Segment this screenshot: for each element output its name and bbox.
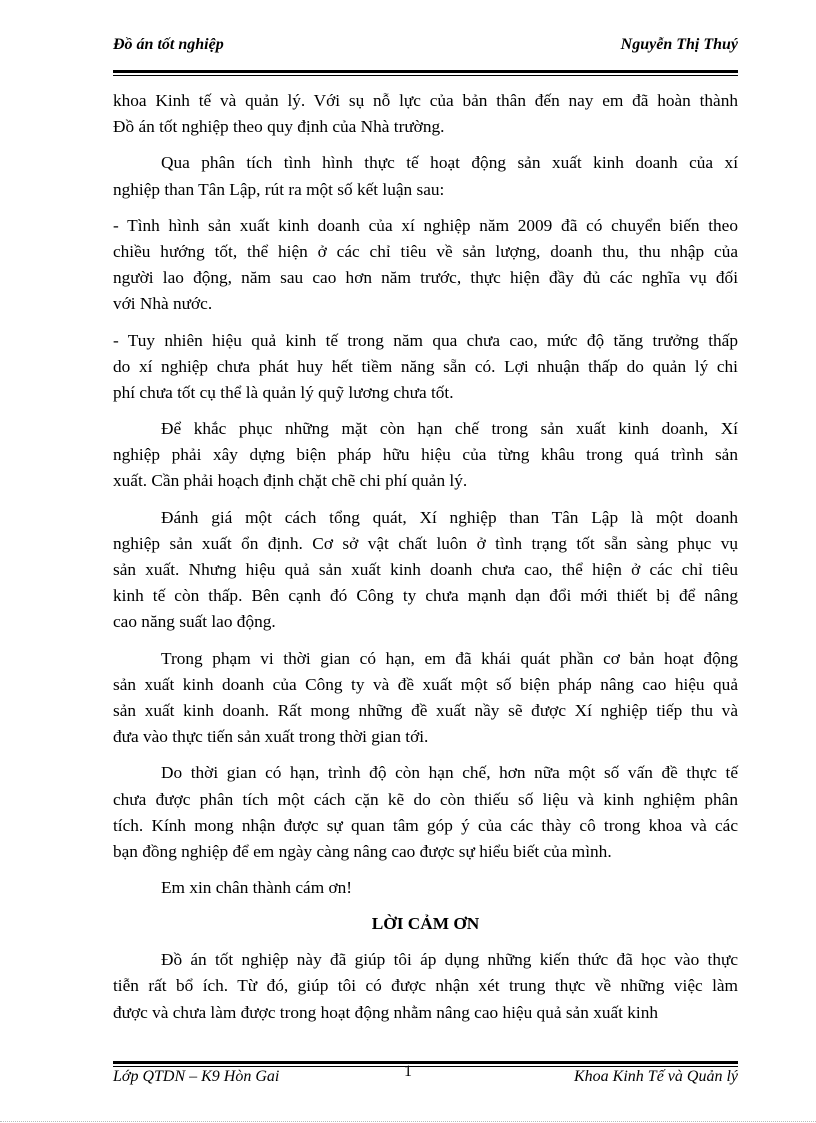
footer-right: Khoa Kinh Tế và Quản lý xyxy=(574,1068,738,1085)
text-line: Do thời gian có hạn, trình độ còn hạn chế, hơn nữa một số vấn đề thực tế xyxy=(161,763,738,783)
paragraph xyxy=(113,328,738,407)
page-header xyxy=(113,36,738,54)
paragraph xyxy=(113,947,738,1026)
text-line: xuất. Cần phải hoạch định chặt chẽ chi phí quản lý. xyxy=(113,471,468,491)
footer-left: Lớp QTDN – K9 Hòn Gai xyxy=(113,1068,280,1085)
text-line: người lao động, năm sau cao hơn năm trước, thực hiện đầy đủ các nghĩa vụ đối xyxy=(113,268,738,288)
text-line: bạn đồng nghiệp để em ngày càng nâng cao được sự hiểu biết của mình. xyxy=(113,841,612,861)
text-line: Em xin chân thành cám ơn! xyxy=(161,878,353,898)
text-line: đưa vào thực tiến sản xuất trong thời gian tới. xyxy=(113,727,429,747)
page-footer xyxy=(113,1068,738,1086)
text-line: nghiệp phải xây dựng biện pháp hữu hiệu của từng khâu trong quá trình sản xyxy=(113,445,738,465)
text-line: - Tình hình sản xuất kinh doanh của xí nghiệp năm 2009 đã có chuyển biến theo xyxy=(113,215,738,235)
text-line: nghiệp sản xuất ổn định. Cơ sở vật chất luôn ở tình trạng tốt sẵn sàng phục vụ xyxy=(113,533,738,553)
text-line: sản xuất kinh doanh. Rất mong những đề xuất nầy sẽ được Xí nghiệp tiếp thu và xyxy=(113,700,738,720)
text-line: được và chưa làm được trong hoạt động nhằm nâng cao hiệu quả sản xuất kinh xyxy=(113,1002,658,1022)
text-line: khoa Kinh tế và quản lý. Với sụ nỗ lực của bản thân đến nay em đã hoàn thành xyxy=(113,91,738,110)
text-line: sản xuất. Nhưng hiệu quả sản xuất kinh doanh chưa cao, thể hiện ở các chỉ tiêu xyxy=(113,560,738,579)
paragraph xyxy=(113,213,738,318)
paragraph xyxy=(113,646,738,751)
text-line: - Tuy nhiên hiệu quả kinh tế trong năm qua chưa cao, mức độ tăng trưởng thấp xyxy=(113,330,738,350)
text-line: Trong phạm vi thời gian có hạn, em đã khái quát phần cơ bản hoạt động xyxy=(161,648,738,668)
paragraph xyxy=(113,88,738,140)
text-line: tiễn rất bổ ích. Từ đó, giúp tôi có được nhận xét trung thực về những việc làm xyxy=(113,976,738,996)
text-line: với Nhà nước. xyxy=(113,294,213,314)
paragraph xyxy=(113,760,738,865)
text-line: chưa được phân tích một cách cặn kẽ do còn thiếu số liệu và kinh nghiệm phân xyxy=(113,789,738,809)
text-line: Đánh giá một cách tổng quát, Xí nghiệp than Tân Lập là một doanh xyxy=(161,507,738,527)
page-edge-divider xyxy=(0,1121,816,1122)
header-right: Nguyễn Thị Thuý xyxy=(620,36,738,53)
text-line: sản xuất kinh doanh của Công ty và đề xuất một số biện pháp nâng cao hiệu quả xyxy=(113,674,738,694)
text-line: do xí nghiệp chưa phát huy hết tiềm năng sẵn có. Lợi nhuận thấp do quản lý chi xyxy=(113,356,738,376)
paragraph xyxy=(113,416,738,495)
text-line: Qua phân tích tình hình thực tế hoạt động sản xuất kinh doanh của xí xyxy=(161,153,738,173)
paragraph xyxy=(113,875,738,901)
page-number: 1 xyxy=(404,1063,412,1080)
header-rule-thick xyxy=(113,70,738,73)
text-line: kinh tế còn thấp. Bên cạnh đó Công ty chưa mạnh dạn đổi mới thiết bị để nâng xyxy=(113,586,738,606)
document-body xyxy=(113,88,738,1036)
header-left: Đồ án tốt nghiệp xyxy=(113,36,224,53)
section-title: LỜI CẢM ƠN xyxy=(371,914,480,934)
text-line: Để khắc phục những mặt còn hạn chế trong sản xuất kinh doanh, Xí xyxy=(161,419,738,439)
text-line: cao năng suất lao động. xyxy=(113,612,276,632)
header-rule-thin xyxy=(113,75,738,76)
text-line: Đồ án tốt nghiệp này đã giúp tôi áp dụng những kiến thức đã học vào thực xyxy=(161,950,738,970)
text-line: phí chưa tốt cụ thể là quản lý quỹ lương chưa tốt. xyxy=(113,382,454,402)
text-line: nghiệp than Tân Lập, rút ra một số kết luận sau: xyxy=(113,179,445,199)
paragraph xyxy=(113,505,738,636)
text-line: Đồ án tốt nghiệp theo quy định của Nhà trường. xyxy=(113,117,445,137)
paragraph xyxy=(113,150,738,202)
text-line: tích. Kính mong nhận được sự quan tâm góp ý của các thày cô trong khoa và các xyxy=(113,815,738,835)
text-line: chiều hướng tốt, thể hiện ở các chỉ tiêu về sản lượng, doanh thu, thu nhập của xyxy=(113,241,738,261)
